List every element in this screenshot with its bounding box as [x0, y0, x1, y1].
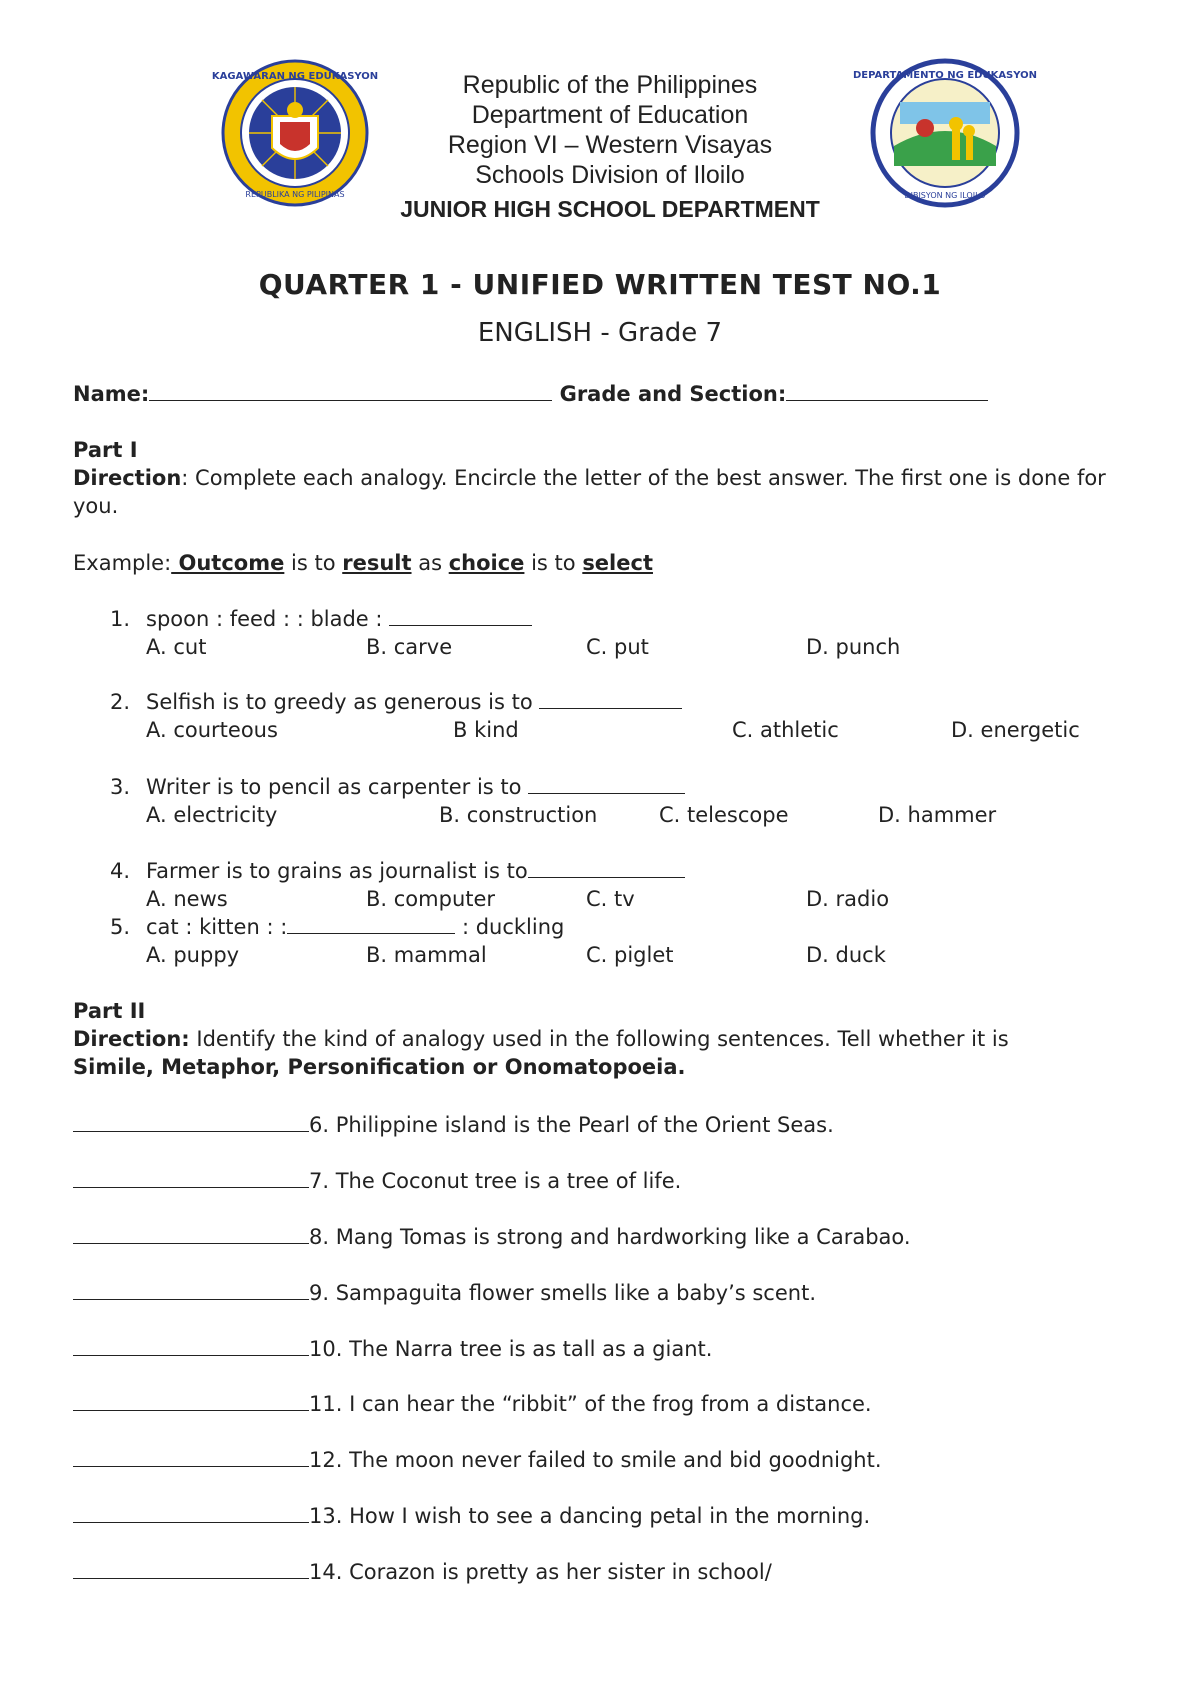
answer-blank[interactable] [528, 859, 685, 878]
part2-intro [73, 997, 1133, 1081]
part1-direction [73, 464, 1133, 520]
identification-item [73, 1444, 1153, 1474]
item-question-start: cat : kitten : : [146, 915, 288, 939]
header-department: JUNIOR HIGH SCHOOL DEPARTMENT [400, 196, 820, 222]
choice-b[interactable]: B. computer [366, 887, 496, 911]
choice-row [146, 885, 1110, 913]
item-question: spoon : feed : : blade : [146, 607, 390, 631]
item-number: 2. [110, 690, 131, 714]
choice-d[interactable]: D. radio [806, 887, 890, 911]
answer-blank[interactable] [73, 1500, 309, 1523]
name-blank[interactable] [149, 380, 552, 401]
example-word-result: result [342, 551, 412, 575]
identification-item [73, 1109, 1153, 1139]
analogy-item [110, 857, 1110, 913]
item-sentence: 10. The Narra tree is as tall as a giant. [309, 1337, 713, 1361]
example-word-outcome: Outcome [171, 551, 285, 575]
choice-c[interactable]: C. athletic [732, 718, 839, 742]
test-title: QUARTER 1 - UNIFIED WRITTEN TEST NO.1 [258, 268, 942, 301]
item-sentence: 13. How I wish to see a dancing petal in the morning. [309, 1504, 871, 1528]
item-question: Farmer is to grains as journalist is to [146, 859, 528, 883]
part2-heading: Part II [73, 999, 146, 1023]
answer-blank[interactable] [389, 607, 532, 626]
choice-d[interactable]: D. energetic [951, 718, 1080, 742]
identification-item [73, 1556, 1153, 1586]
choice-b[interactable]: B. mammal [366, 943, 487, 967]
part1-heading: Part I [73, 438, 138, 462]
item-sentence: 8. Mang Tomas is strong and hardworking like a Carabao. [309, 1225, 911, 1249]
item-number: 5. [110, 915, 131, 939]
answer-blank[interactable] [73, 1221, 309, 1244]
example-word-select: select [582, 551, 653, 575]
analogy-item [110, 688, 1110, 744]
identification-item [73, 1500, 1153, 1530]
choice-d[interactable]: D. duck [806, 943, 886, 967]
choice-d[interactable]: D. punch [806, 635, 901, 659]
grade-section-label: Grade and Section: [559, 382, 787, 406]
analogy-item [110, 605, 1110, 661]
part1-example [73, 549, 1133, 577]
header-line-region: Region VI – Western Visayas [447, 131, 773, 159]
test-subject: ENGLISH - Grade 7 [477, 318, 723, 348]
item-question-end: : duckling [455, 915, 565, 939]
choice-b[interactable]: B. construction [439, 803, 598, 827]
choice-c[interactable]: C. put [586, 635, 649, 659]
issuing-office [380, 70, 840, 224]
identification-item [73, 1221, 1153, 1251]
item-sentence: 9. Sampaguita flower smells like a baby’s scent. [309, 1281, 816, 1305]
part1-direction-label: Direction [73, 466, 182, 490]
part2-direction-label: Direction: [73, 1027, 190, 1051]
choice-row [146, 633, 1110, 661]
grade-section-blank[interactable] [786, 380, 988, 401]
part2-direction [73, 1025, 1133, 1053]
answer-blank[interactable] [73, 1388, 309, 1411]
part2-direction-choices: Simile, Metaphor, Personification or Onomatopoeia. [73, 1055, 686, 1079]
item-number: 4. [110, 859, 131, 883]
svg-text:DIBISYON NG ILOILO: DIBISYON NG ILOILO [904, 191, 986, 200]
answer-blank[interactable] [287, 915, 455, 934]
choice-c[interactable]: C. telescope [659, 803, 789, 827]
answer-blank[interactable] [73, 1109, 309, 1132]
header-line-division: Schools Division of Iloilo [475, 161, 745, 189]
choice-b[interactable]: B. carve [366, 635, 453, 659]
part1-intro [73, 436, 1133, 520]
choice-b[interactable]: B kind [453, 718, 519, 742]
answer-blank[interactable] [73, 1277, 309, 1300]
answer-blank[interactable] [73, 1333, 309, 1356]
identification-item [73, 1277, 1153, 1307]
item-sentence: 14. Corazon is pretty as her sister in school/ [309, 1560, 772, 1584]
item-sentence: 11. I can hear the “ribbit” of the frog from a distance. [309, 1392, 872, 1416]
answer-blank[interactable] [73, 1556, 309, 1579]
svg-text:DEPARTAMENTO NG EDUKASYON: DEPARTAMENTO NG EDUKASYON [852, 70, 1038, 81]
svg-text:REPUBLIKA NG PILIPINAS: REPUBLIKA NG PILIPINAS [245, 190, 345, 199]
choice-row [146, 941, 1110, 969]
choice-c[interactable]: C. tv [586, 887, 635, 911]
identification-item [73, 1388, 1153, 1418]
example-word-choice: choice [448, 551, 525, 575]
deped-seal-logo [211, 58, 379, 208]
item-sentence: 12. The moon never failed to smile and bid goodnight. [309, 1448, 882, 1472]
choice-c[interactable]: C. piglet [586, 943, 674, 967]
header-line-republic: Republic of the Philippines [462, 71, 758, 99]
identification-item [73, 1333, 1153, 1363]
analogy-item [110, 913, 1110, 969]
item-sentence: 7. The Coconut tree is a tree of life. [309, 1169, 682, 1193]
choice-row [146, 801, 1110, 829]
item-number: 1. [110, 607, 131, 631]
student-info-row [73, 380, 988, 406]
answer-blank[interactable] [73, 1165, 309, 1188]
choice-row [146, 716, 1110, 744]
choice-a[interactable]: A. news [146, 887, 228, 911]
choice-a[interactable]: A. electricity [146, 803, 278, 827]
part2-direction-text: Identify the kind of analogy used in the following sentences. Tell whether it is [189, 1027, 1009, 1051]
choice-a[interactable]: A. cut [146, 635, 207, 659]
item-number: 3. [110, 775, 131, 799]
item-question: Writer is to pencil as carpenter is to [146, 775, 529, 799]
example-connector-2: as [411, 551, 449, 575]
example-prefix: Example: [73, 551, 172, 575]
identification-item [73, 1165, 1153, 1195]
answer-blank[interactable] [539, 690, 682, 709]
answer-blank[interactable] [528, 775, 685, 794]
item-question: Selfish is to greedy as generous is to [146, 690, 540, 714]
name-label: Name: [73, 382, 150, 406]
choice-a[interactable]: A. puppy [146, 943, 240, 967]
svg-text:KAGAWARAN NG EDUKASYON: KAGAWARAN NG EDUKASYON [211, 71, 379, 82]
choice-d[interactable]: D. hammer [878, 803, 997, 827]
example-connector-3: is to [524, 551, 583, 575]
example-connector-1: is to [284, 551, 343, 575]
analogy-item [110, 773, 1110, 829]
answer-blank[interactable] [73, 1444, 309, 1467]
division-seal-logo [852, 58, 1038, 208]
part1-direction-text: : Complete each analogy. Encircle the letter of the best answer. The first one is done for you. [73, 466, 1106, 518]
choice-a[interactable]: A. courteous [146, 718, 278, 742]
header-line-department: Department of Education [471, 101, 749, 129]
item-sentence: 6. Philippine island is the Pearl of the Orient Seas. [309, 1113, 834, 1137]
